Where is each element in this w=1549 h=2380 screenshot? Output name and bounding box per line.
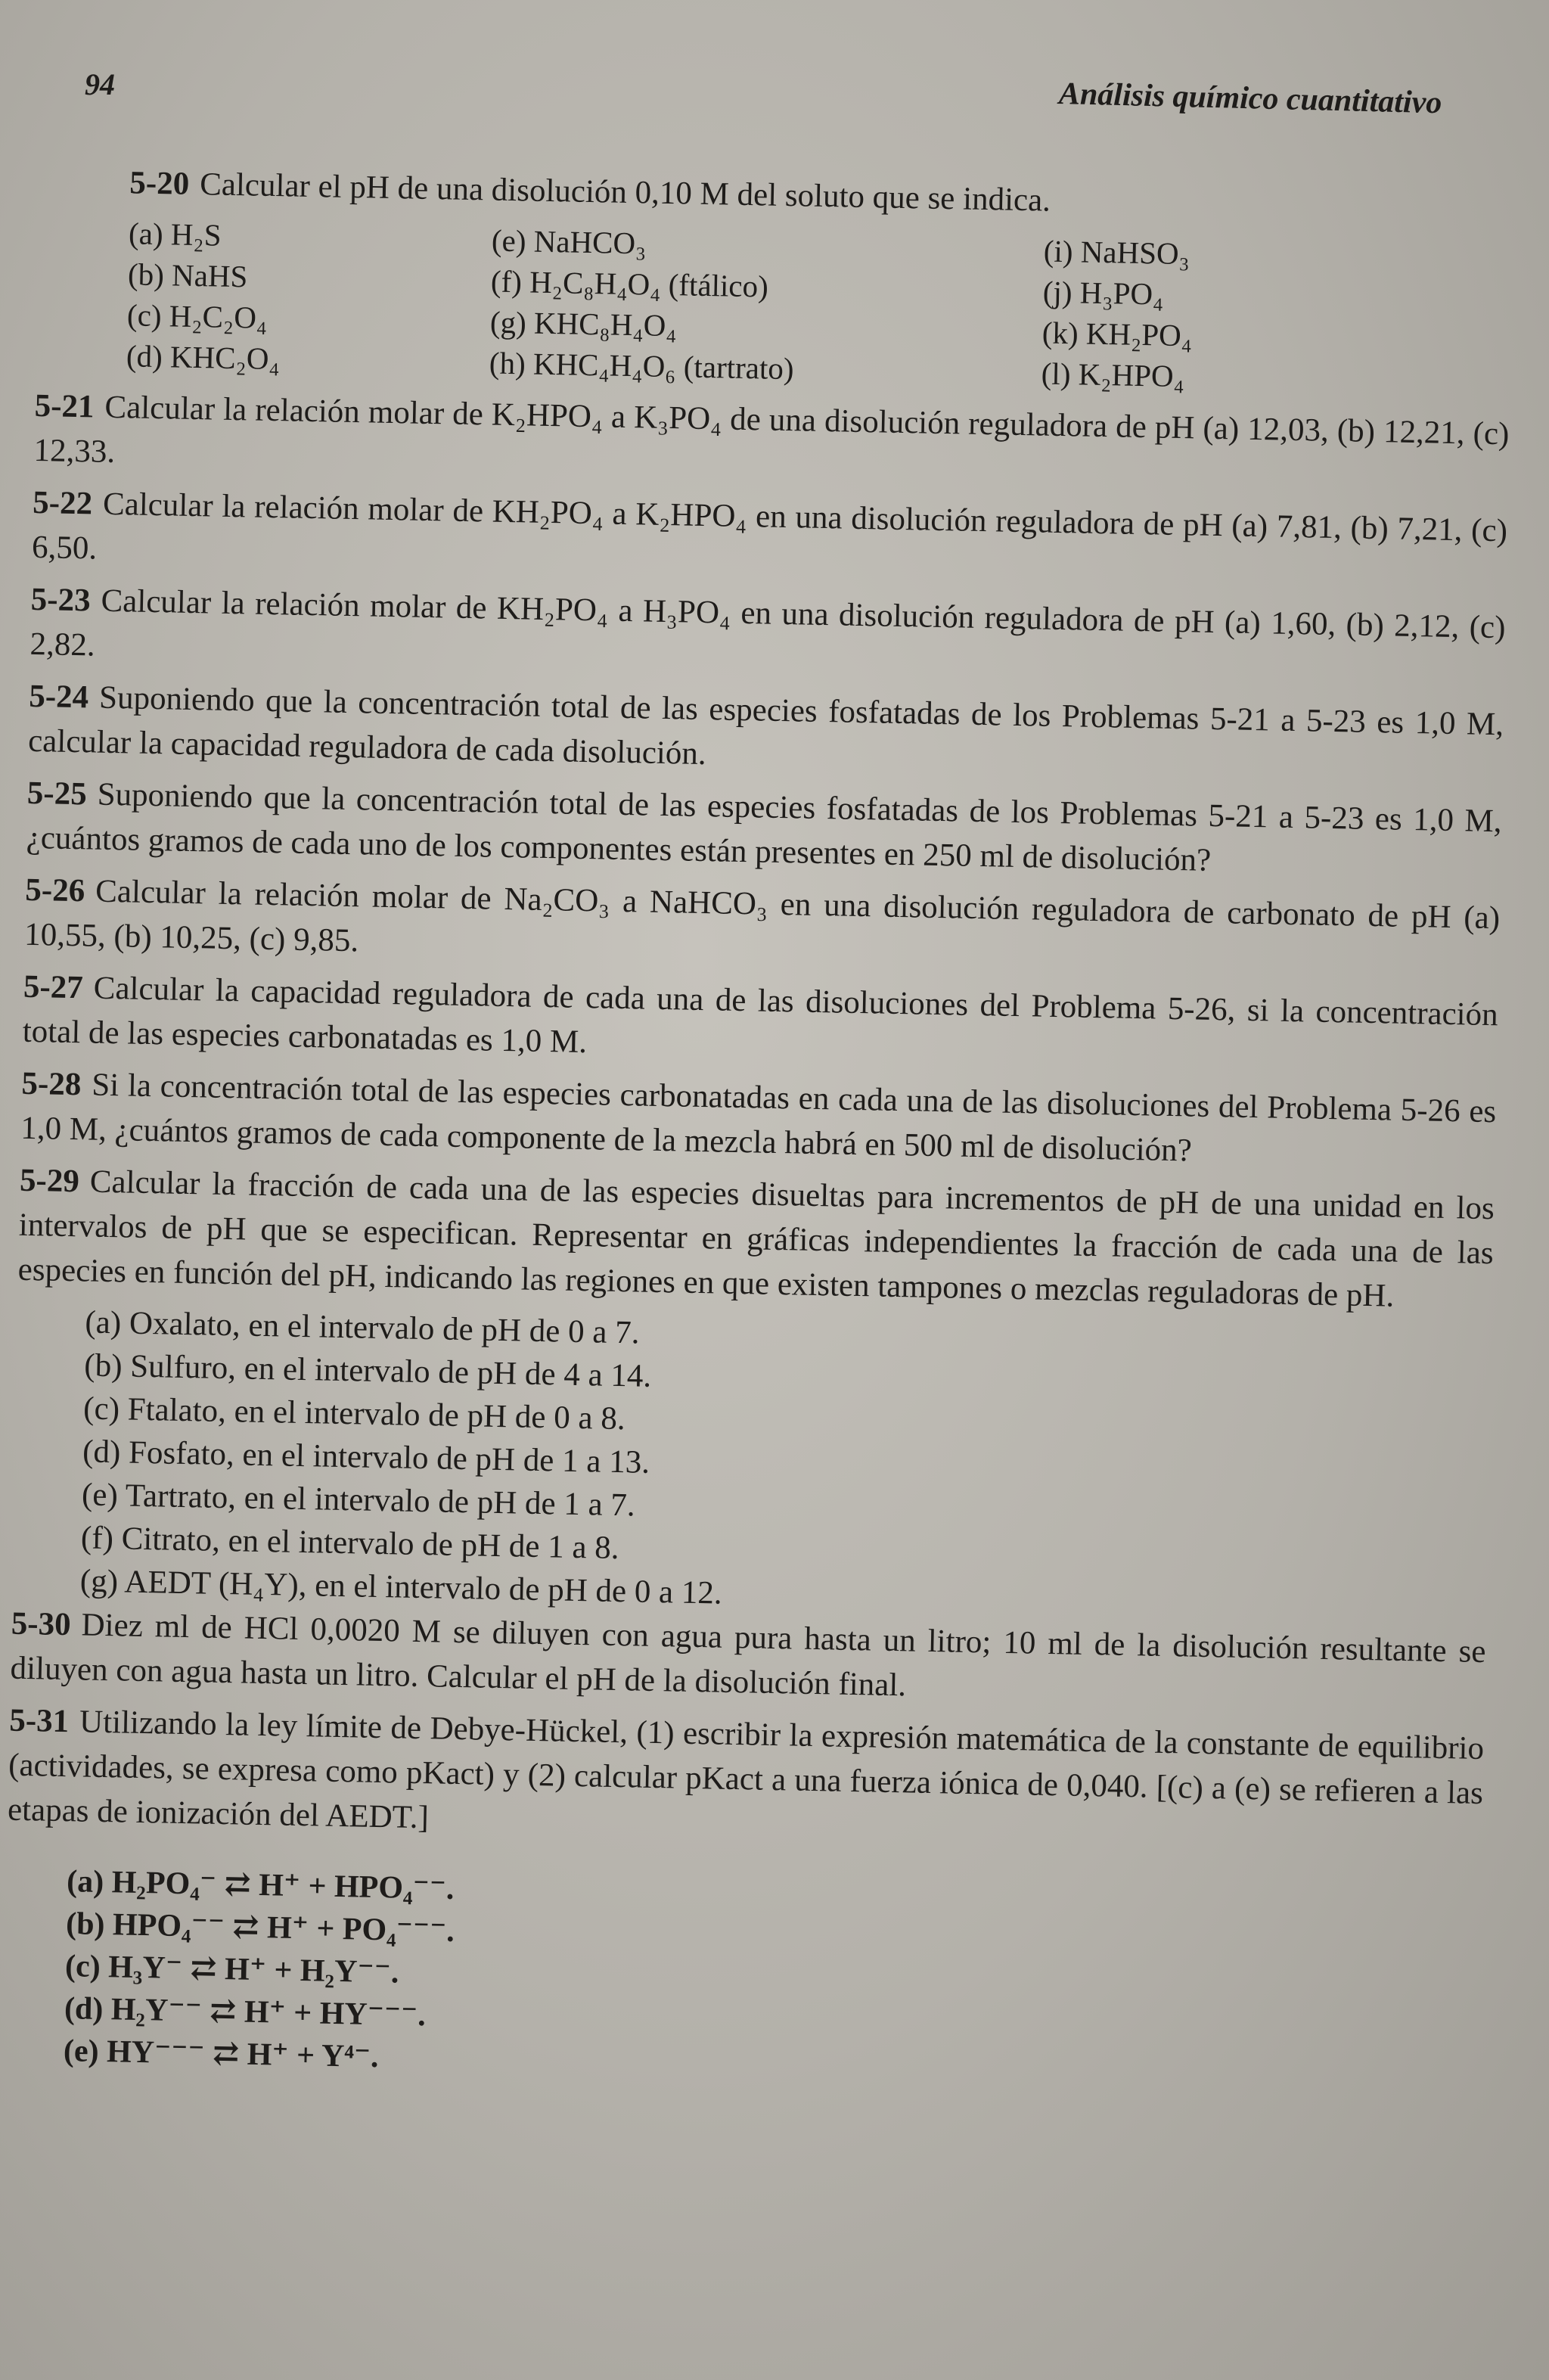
problem-number: 5-20	[129, 165, 190, 202]
list-item: (d) KHC₂O₄	[126, 338, 281, 377]
problem-text: Calcular la fracción de cada una de las especies disueltas para incrementos de pH de una unidad en los intervalos de pH que se especifican. Representar en gráficas independientes la fracción de cada una de las especies en función del pH, indicando las regiones en que existen tampones o mezclas reguladoras de pH.	[17, 1164, 1495, 1314]
list-item: (b) HPO₄⁻⁻ ⇄ H⁺ + PO₄⁻⁻⁻.	[65, 1906, 455, 1949]
problem-number: 5-27	[23, 968, 84, 1006]
list-item: (c) H₃Y⁻ ⇄ H⁺ + H₂Y⁻⁻.	[64, 1949, 399, 1990]
list-item: (c) H₂C₂O₄	[126, 297, 268, 335]
list-item: (d) H₂Y⁻⁻ ⇄ H⁺ + HY⁻⁻⁻.	[64, 1991, 427, 2034]
list-item: (c) Ftalato, en el intervalo de pH de 0 a 8.	[82, 1390, 626, 1437]
list-item: (d) Fosfato, en el intervalo de pH de 1 a 13.	[82, 1434, 650, 1481]
problem-text: Utilizando la ley límite de Debye-Hückel, (1) escribir la expresión matemática de la constante de equilibrio (actividades, se expresa como pKact) y (2) calcular pKact a una fuerza iónica de 0,040. [(c) a (e) se refieren a las etapas de ionización del AEDT.]	[7, 1704, 1485, 1836]
problem-number: 5-28	[21, 1065, 82, 1103]
problem-text: Calcular la relación molar de KH₂PO₄ a K₂HPO₄ en una disolución reguladora de pH (a) 7,81, (b) 7,21, (c) 6,50.	[31, 486, 1508, 567]
problem-number: 5-31	[8, 1702, 70, 1740]
list-item: (k) KH₂PO₄	[1041, 315, 1193, 353]
problem-5-28	[20, 1061, 1497, 1179]
list-item: (j) H₃PO₄	[1042, 274, 1164, 312]
problem-number: 5-21	[34, 387, 95, 425]
running-header: Análisis químico cuantitativo	[1058, 76, 1442, 121]
problem-text: Calcular la relación molar de KH₂PO₄ a H₃PO₄ en una disolución reguladora de pH (a) 1,60, (b) 2,12, (c) 2,82.	[29, 583, 1506, 663]
problem-text: Diez ml de HCl 0,0020 M se diluyen con agua pura hasta un litro; 10 ml de la disolución resultante se diluyen con agua hasta un litro. Calcular el pH de la disolución final.	[10, 1607, 1486, 1704]
problem-number: 5-24	[28, 678, 89, 716]
species-list	[11, 1300, 1492, 1630]
list-item: (b) NaHS	[127, 256, 248, 294]
problem-5-31	[8, 1698, 1485, 1860]
problem-text: Calcular el pH de una disolución 0,10 M del soluto que se indica.	[199, 166, 1051, 219]
problem-5-29	[17, 1158, 1495, 1320]
list-item: (l) K₂HPO₄	[1041, 356, 1185, 394]
problem-5-23	[29, 577, 1506, 694]
problem-number: 5-30	[11, 1605, 72, 1643]
list-item: (f) H₂C₈H₄O₄ (ftálico)	[490, 263, 769, 304]
equilibrium-list	[2, 1860, 1481, 2099]
list-item: (g) AEDT (H₄Y), en el intervalo de pH de 0 a 12.	[79, 1563, 723, 1611]
list-item: (a) H₂PO₄⁻ ⇄ H⁺ + HPO₄⁻⁻.	[66, 1864, 455, 1906]
problem-text: Calcular la relación molar de Na₂CO₃ a NaHCO₃ en una disolución reguladora de carbonato de pH (a) 10,55, (b) 10,25, (c) 9,85.	[23, 873, 1501, 959]
list-item: (e) HY⁻⁻⁻ ⇄ H⁺ + Y⁴⁻.	[63, 2034, 379, 2075]
problem-text: Si la concentración total de las especies carbonatadas en cada una de las disoluciones del Problema 5-26 es 1,0 M, ¿cuántos gramos de cada componente de la mezcla habrá en 500 ml de disolución?	[20, 1067, 1497, 1169]
page-number: 94	[85, 67, 115, 101]
problem-text: Suponiendo que la concentración total de las especies fosfatadas de los Problemas 5-21 a 5-23 es 1,0 M, calcular la capacidad reguladora de cada disolución.	[27, 679, 1504, 772]
problem-5-27	[22, 965, 1498, 1082]
list-item: (e) Tartrato, en el intervalo de pH de 1 a 7.	[81, 1477, 636, 1524]
list-item: (a) Oxalato, en el intervalo de pH de 0 a 7.	[85, 1304, 640, 1351]
problem-number: 5-29	[19, 1162, 80, 1200]
problem-5-21	[33, 384, 1510, 501]
list-item: (i) NaHSO₃	[1043, 233, 1190, 272]
problem-5-24	[28, 674, 1504, 791]
list-item: (e) NaHCO₃	[491, 222, 647, 261]
problem-5-22	[32, 480, 1508, 598]
list-item: (g) KHC₈H₄O₄	[489, 304, 678, 343]
list-item: (f) Citrato, en el intervalo de pH de 1 a 8.	[80, 1520, 619, 1567]
problem-number: 5-25	[26, 775, 88, 812]
problem-5-26	[24, 868, 1501, 985]
problem-number: 5-26	[24, 872, 85, 909]
problem-number: 5-23	[30, 581, 92, 619]
list-item: (a) H₂S	[128, 216, 222, 253]
solute-list	[126, 213, 1513, 402]
problem-number: 5-22	[32, 484, 93, 522]
list-item: (h) KHC₄H₄O₆ (tartrato)	[489, 345, 794, 387]
page-body	[2, 159, 1513, 2099]
list-item: (b) Sulfuro, en el intervalo de pH de 4 a 14.	[83, 1347, 652, 1394]
problem-text: Calcular la capacidad reguladora de cada una de las disoluciones del Problema 5-26, si la concentración total de las especies carbonatadas es 1,0 M.	[22, 970, 1499, 1061]
problem-5-25	[26, 771, 1502, 888]
problem-text: Calcular la relación molar de K₂HPO₄ a K₃PO₄ de una disolución reguladora de pH (a) 12,03, (b) 12,21, (c) 12,33.	[33, 389, 1510, 470]
problem-text: Suponiendo que la concentración total de las especies fosfatadas de los Problemas 5-21 a 5-23 es 1,0 M, ¿cuántos gramos de cada uno de los componentes están presentes en 250 ml de disolución?	[26, 776, 1502, 878]
